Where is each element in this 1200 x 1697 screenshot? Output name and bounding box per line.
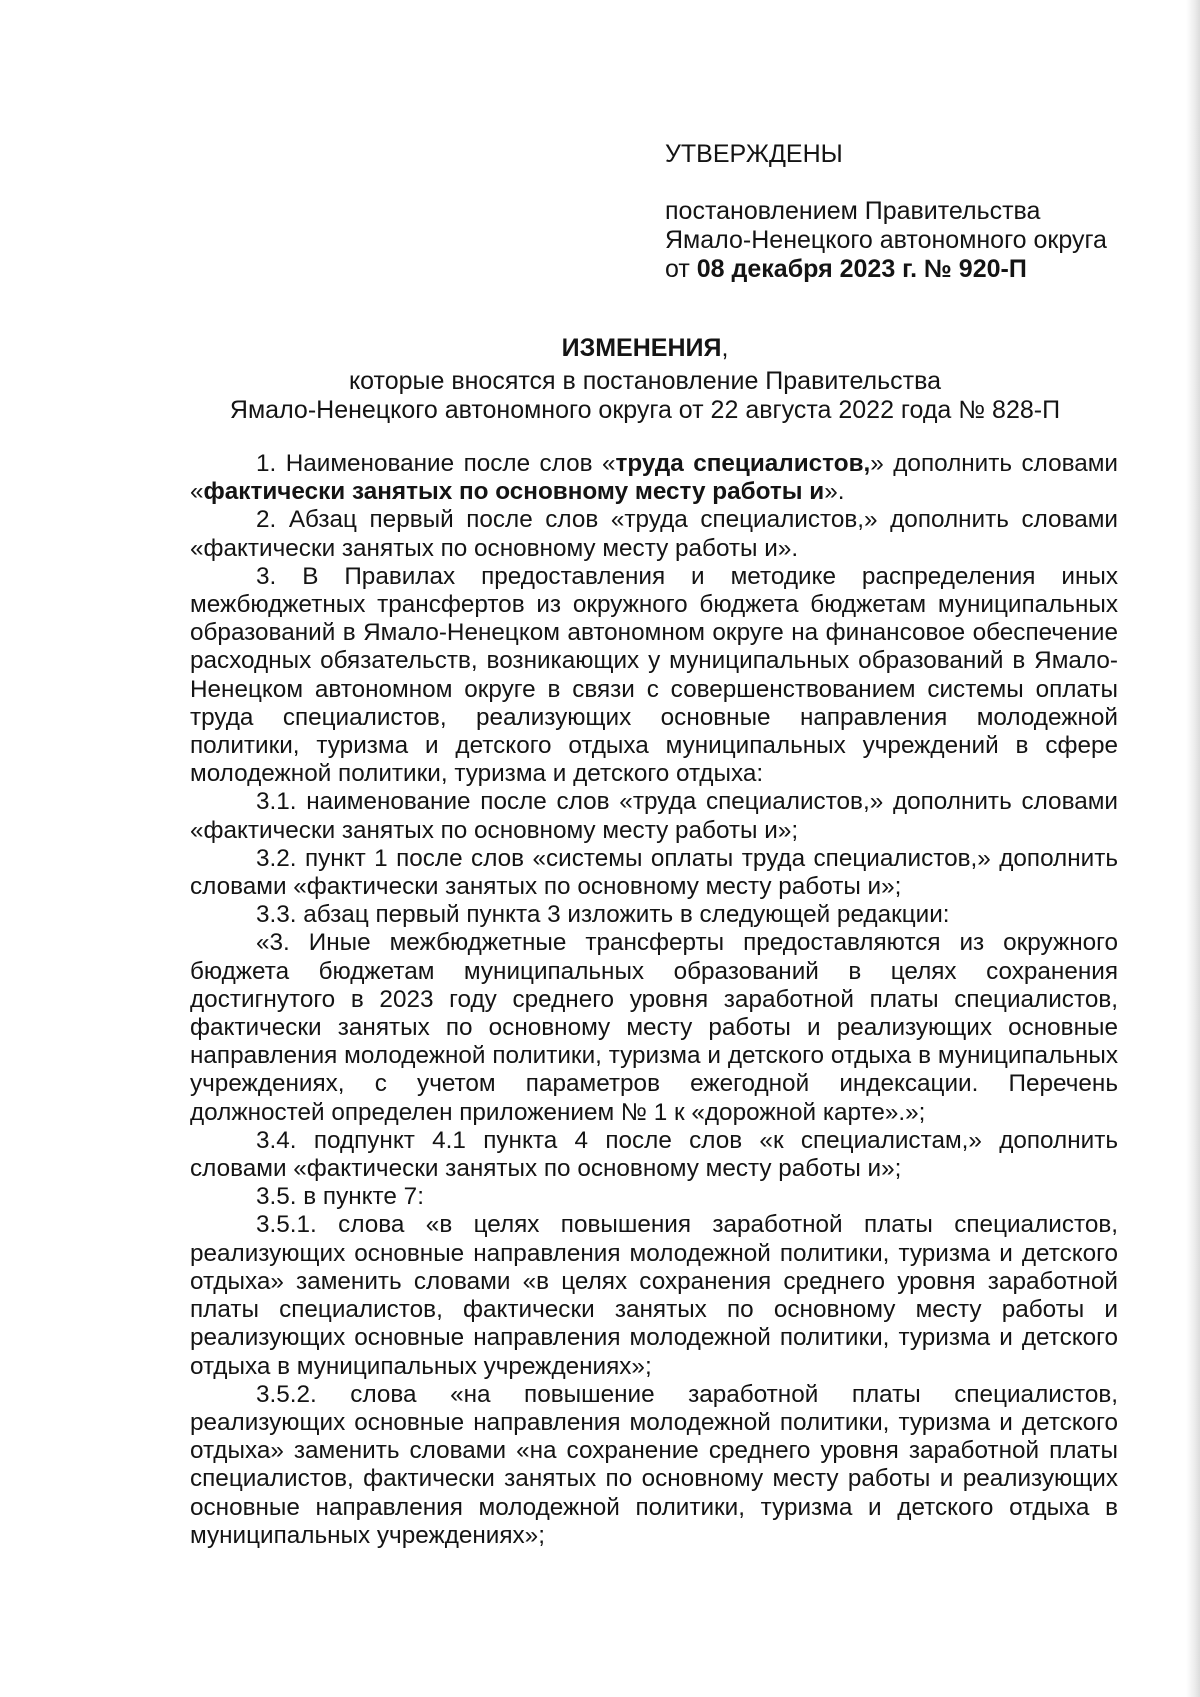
document-subtitle-1: которые вносятся в постановление Правительства bbox=[348, 367, 942, 395]
paragraph-3-5-1: 3.5.1. слова «в целях повышения заработной платы специалистов, реализующих основные направления молодежной политики, туризма и детского отдыха» заменить словами «в целях сохранения среднего уровня заработной платы специалистов, фактически занятых по основному месту работы и реализующих основные направления молодежной политики, туризма и детского отдыха в муниципальных учреждениях»; bbox=[190, 1211, 1118, 1380]
paragraph-3-3: 3.3. абзац первый пункта 3 изложить в следующей редакции: bbox=[256, 901, 950, 929]
paragraph-1 bbox=[190, 450, 1118, 506]
document-subtitle-2: Ямало-Ненецкого автономного округа от 22 августа 2022 года № 828-П bbox=[229, 396, 1061, 424]
paragraph-1-bold-a: труда специалистов, bbox=[615, 450, 871, 477]
paragraph-3-5: 3.5. в пункте 7: bbox=[256, 1183, 424, 1211]
paragraph-3-5-2: 3.5.2. слова «на повышение заработной платы специалистов, реализующих основные направления молодежной политики, туризма и детского отдыха» заменить словами «на сохранение среднего уровня заработной платы специалистов, фактически занятых по основному месту работы и реализующих основные направления молодежной политики, туризма и детского отдыха в муниципальных учреждениях»; bbox=[190, 1380, 1118, 1549]
paragraph-1-bold-b: фактически занятых по основному месту работы и bbox=[203, 478, 825, 506]
document-title-text: ИЗМЕНЕНИЯ bbox=[561, 334, 722, 362]
paragraph-1-part-a: 1. Наименование после слов « bbox=[256, 450, 616, 477]
approval-line-1: постановлением Правительства bbox=[665, 197, 1041, 225]
scan-edge-shadow bbox=[1186, 0, 1200, 1697]
paragraph-3-4: 3.4. подпункт 4.1 пункта 4 после слов «к специалистам,» дополнить словами «фактически занятых по основному месту работы и»; bbox=[190, 1126, 1118, 1183]
title-block bbox=[190, 334, 1100, 425]
approval-line-3 bbox=[665, 255, 1145, 284]
approval-line-2: Ямало-Ненецкого автономного округа bbox=[665, 226, 1107, 254]
approval-block bbox=[665, 140, 1145, 284]
paragraph-3-1: 3.1. наименование после слов «труда специалистов,» дополнить словами «фактически занятых по основному месту работы и»; bbox=[190, 788, 1118, 844]
paragraph-1-part-c: » дополнить словами « bbox=[190, 450, 1119, 506]
document-title bbox=[190, 334, 1100, 363]
approval-heading: УТВЕРЖДЕНЫ bbox=[665, 140, 843, 168]
document-body bbox=[190, 450, 1118, 1550]
approval-date-number: 08 декабря 2023 г. № 920-П bbox=[696, 255, 1027, 283]
paragraph-3-3-quote: «3. Иные межбюджетные трансферты предоставляются из окружного бюджета бюджетам муниципальных образований в целях сохранения достигнутого в 2023 году среднего уровня заработной платы специалистов, фактически занятых по основному месту работы и реализующих основные направления молодежной политики, туризма и детского отдыха в муниципальных учреждениях, с учетом параметров ежегодной индексации. Перечень должностей определен приложением № 1 к «дорожной карте».»; bbox=[190, 929, 1118, 1126]
paragraph-3: 3. В Правилах предоставления и методике распределения иных межбюджетных трансфертов из окружного бюджета бюджетам муниципальных образований в Ямало-Ненецком автономном округе на финансовое обеспечение расходных обязательств, возникающих у муниципальных образований в Ямало-Ненецком автономном округе в связи с совершенствованием системы оплаты труда специалистов, реализующих основные направления молодежной политики, туризма и детского отдыха муниципальных учреждений в сфере молодежной политики, туризма и детского отдыха: bbox=[190, 562, 1118, 788]
approval-date-prefix: от bbox=[665, 255, 697, 283]
document-title-comma: , bbox=[721, 334, 729, 362]
paragraph-1-part-e: ». bbox=[824, 478, 845, 506]
paragraph-2: 2. Абзац первый после слов «труда специалистов,» дополнить словами «фактически занятых по основному месту работы и». bbox=[190, 506, 1118, 562]
paragraph-3-2: 3.2. пункт 1 после слов «системы оплаты труда специалистов,» дополнить словами «фактически занятых по основному месту работы и»; bbox=[190, 844, 1118, 901]
